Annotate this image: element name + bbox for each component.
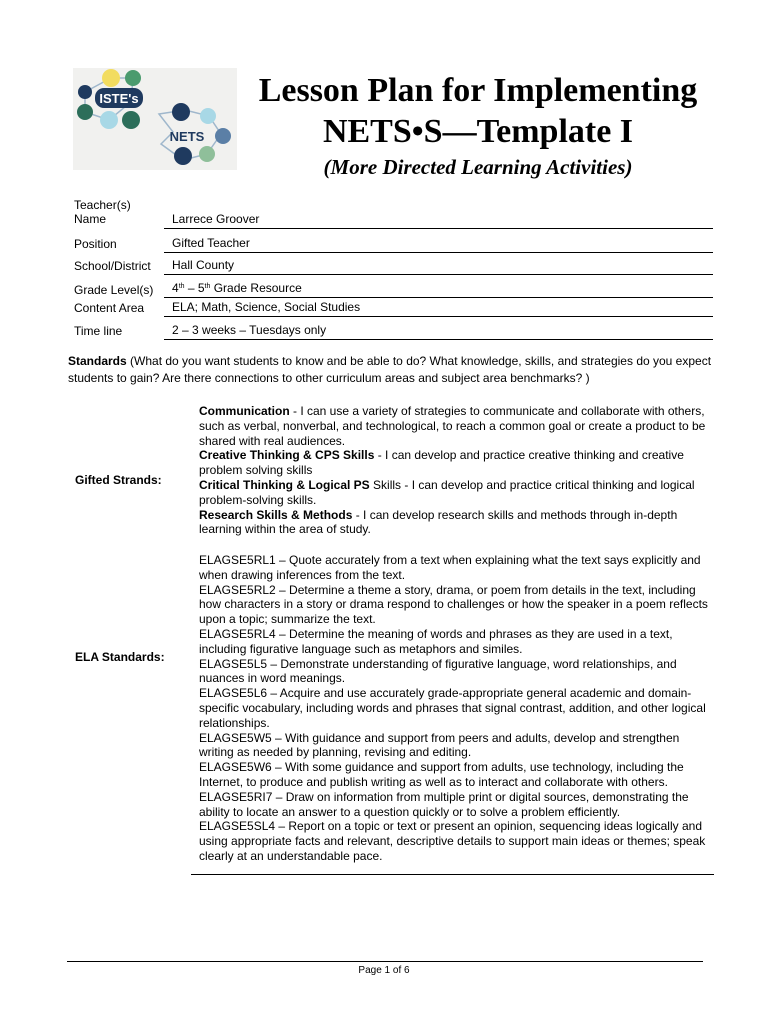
teacher-label	[74, 198, 131, 226]
gifted-strand-item: Critical Thinking & Logical PS Skills - I can develop and practice critical thinking and logical problem-solving skills.	[199, 477, 695, 507]
standards-intro	[68, 353, 716, 387]
gifted-strand-item: Creative Thinking & CPS Skills - I can develop and practice creative thinking and creative problem solving skills	[199, 448, 684, 478]
gifted-strand-item: Communication - I can use a variety of strategies to communicate and collaborate with others, such as verbal, nonverbal, and technological, to reach a common goal or create a product to be shared with real audiences.	[199, 404, 706, 448]
page-number: Page 1 of 6	[358, 965, 410, 976]
footer-rule	[67, 961, 703, 962]
page-subtitle: (More Directed Learning Activities)	[323, 155, 633, 179]
grade-value	[164, 281, 713, 298]
ela-standards-label: ELA Standards:	[75, 650, 165, 664]
title-line-2: NETS•S—Template I	[322, 113, 634, 150]
position-value: Gifted Teacher	[164, 236, 713, 253]
grade-mid: – 5	[184, 281, 205, 295]
grade-sup-b: th	[204, 283, 211, 290]
ela-standard-item: ELAGSE5SL4 – Report on a topic or text or present an opinion, sequencing ideas logically and using appropriate facts and relevant, descriptive details to support main ideas or themes; speak clearly at an understandable pace.	[199, 819, 706, 863]
standards-heading: Standards	[68, 354, 127, 368]
timeline-value: 2 – 3 weeks – Tuesdays only	[164, 323, 713, 340]
grade-label: Grade Level(s)	[74, 283, 154, 297]
grade-rest: Grade Resource	[210, 281, 302, 295]
school-value: Hall County	[164, 258, 713, 275]
position-label: Position	[74, 237, 117, 251]
ela-standard-item: ELAGSE5L6 – Acquire and use accurately grade-appropriate general academic and domain-specific vocabulary, including words and phrases that signal contrast, addition, and other logical relationships.	[199, 686, 706, 730]
gifted-strands-label: Gifted Strands:	[75, 473, 162, 487]
ela-standard-item: ELAGSE5W5 – With guidance and support from peers and adults, develop and strengthen writing as needed by planning, revising and editing.	[199, 730, 680, 760]
logo-bottom-text: NETS	[169, 129, 205, 144]
table-bottom-rule	[191, 874, 714, 875]
timeline-label: Time line	[74, 324, 123, 338]
school-label: School/District	[74, 259, 151, 273]
content-label: Content Area	[74, 301, 145, 315]
ela-standard-item: ELAGSE5RL1 – Quote accurately from a text when explaining what the text says explicitly and when drawing inferences from the text.	[199, 553, 701, 582]
iste-nets-logo	[73, 68, 237, 170]
ela-standard-item: ELAGSE5RL4 – Determine the meaning of words and phrases as they are used in a text, including figurative language such as metaphors and similes.	[199, 626, 673, 656]
logo-top-text: ISTE's	[99, 91, 139, 106]
ela-standard-item: ELAGSE5RL2 – Determine a theme a story, drama, or poem from details in the text, including how characters in a story or drama respond to challenges or how the speaker in a poem reflects upon a topic; summarize the text.	[199, 582, 708, 627]
ela-standard-item: ELAGSE5W6 – With some guidance and support from adults, use technology, including the Internet, to produce and publish writing as well as to interact and collaborate with others.	[199, 760, 684, 789]
standards-question: (What do you want students to know and be able to do? What knowledge, skills, and strategies do you expect students to gain? Are there connections to other curriculum areas and subject area benchmarks? )	[68, 354, 712, 385]
teacher-label-line-1: Teacher(s)	[74, 198, 131, 212]
teacher-value: Larrece Groover	[164, 212, 713, 229]
ela-standards-list	[199, 553, 714, 864]
ela-standard-item: ELAGSE5RI7 – Draw on information from multiple print or digital sources, demonstrating the ability to locate an answer to a question quickly or to solve a problem efficiently.	[199, 789, 689, 819]
gifted-strands-list	[199, 404, 714, 537]
title-line-1: Lesson Plan for Implementing	[258, 72, 698, 109]
teacher-label-line-2: Name	[74, 212, 107, 226]
page-title	[240, 70, 716, 152]
content-value: ELA; Math, Science, Social Studies	[164, 300, 713, 317]
logo-graphic	[73, 68, 237, 170]
gifted-strand-item: Research Skills & Methods - I can develop research skills and methods through in-depth learning within the area of study.	[199, 507, 678, 537]
grade-sup-a: th	[178, 283, 185, 290]
grade-num-a: 4	[172, 281, 179, 295]
ela-standard-item: ELAGSE5L5 – Demonstrate understanding of figurative language, word relationships, and nuances in word meanings.	[199, 656, 677, 686]
